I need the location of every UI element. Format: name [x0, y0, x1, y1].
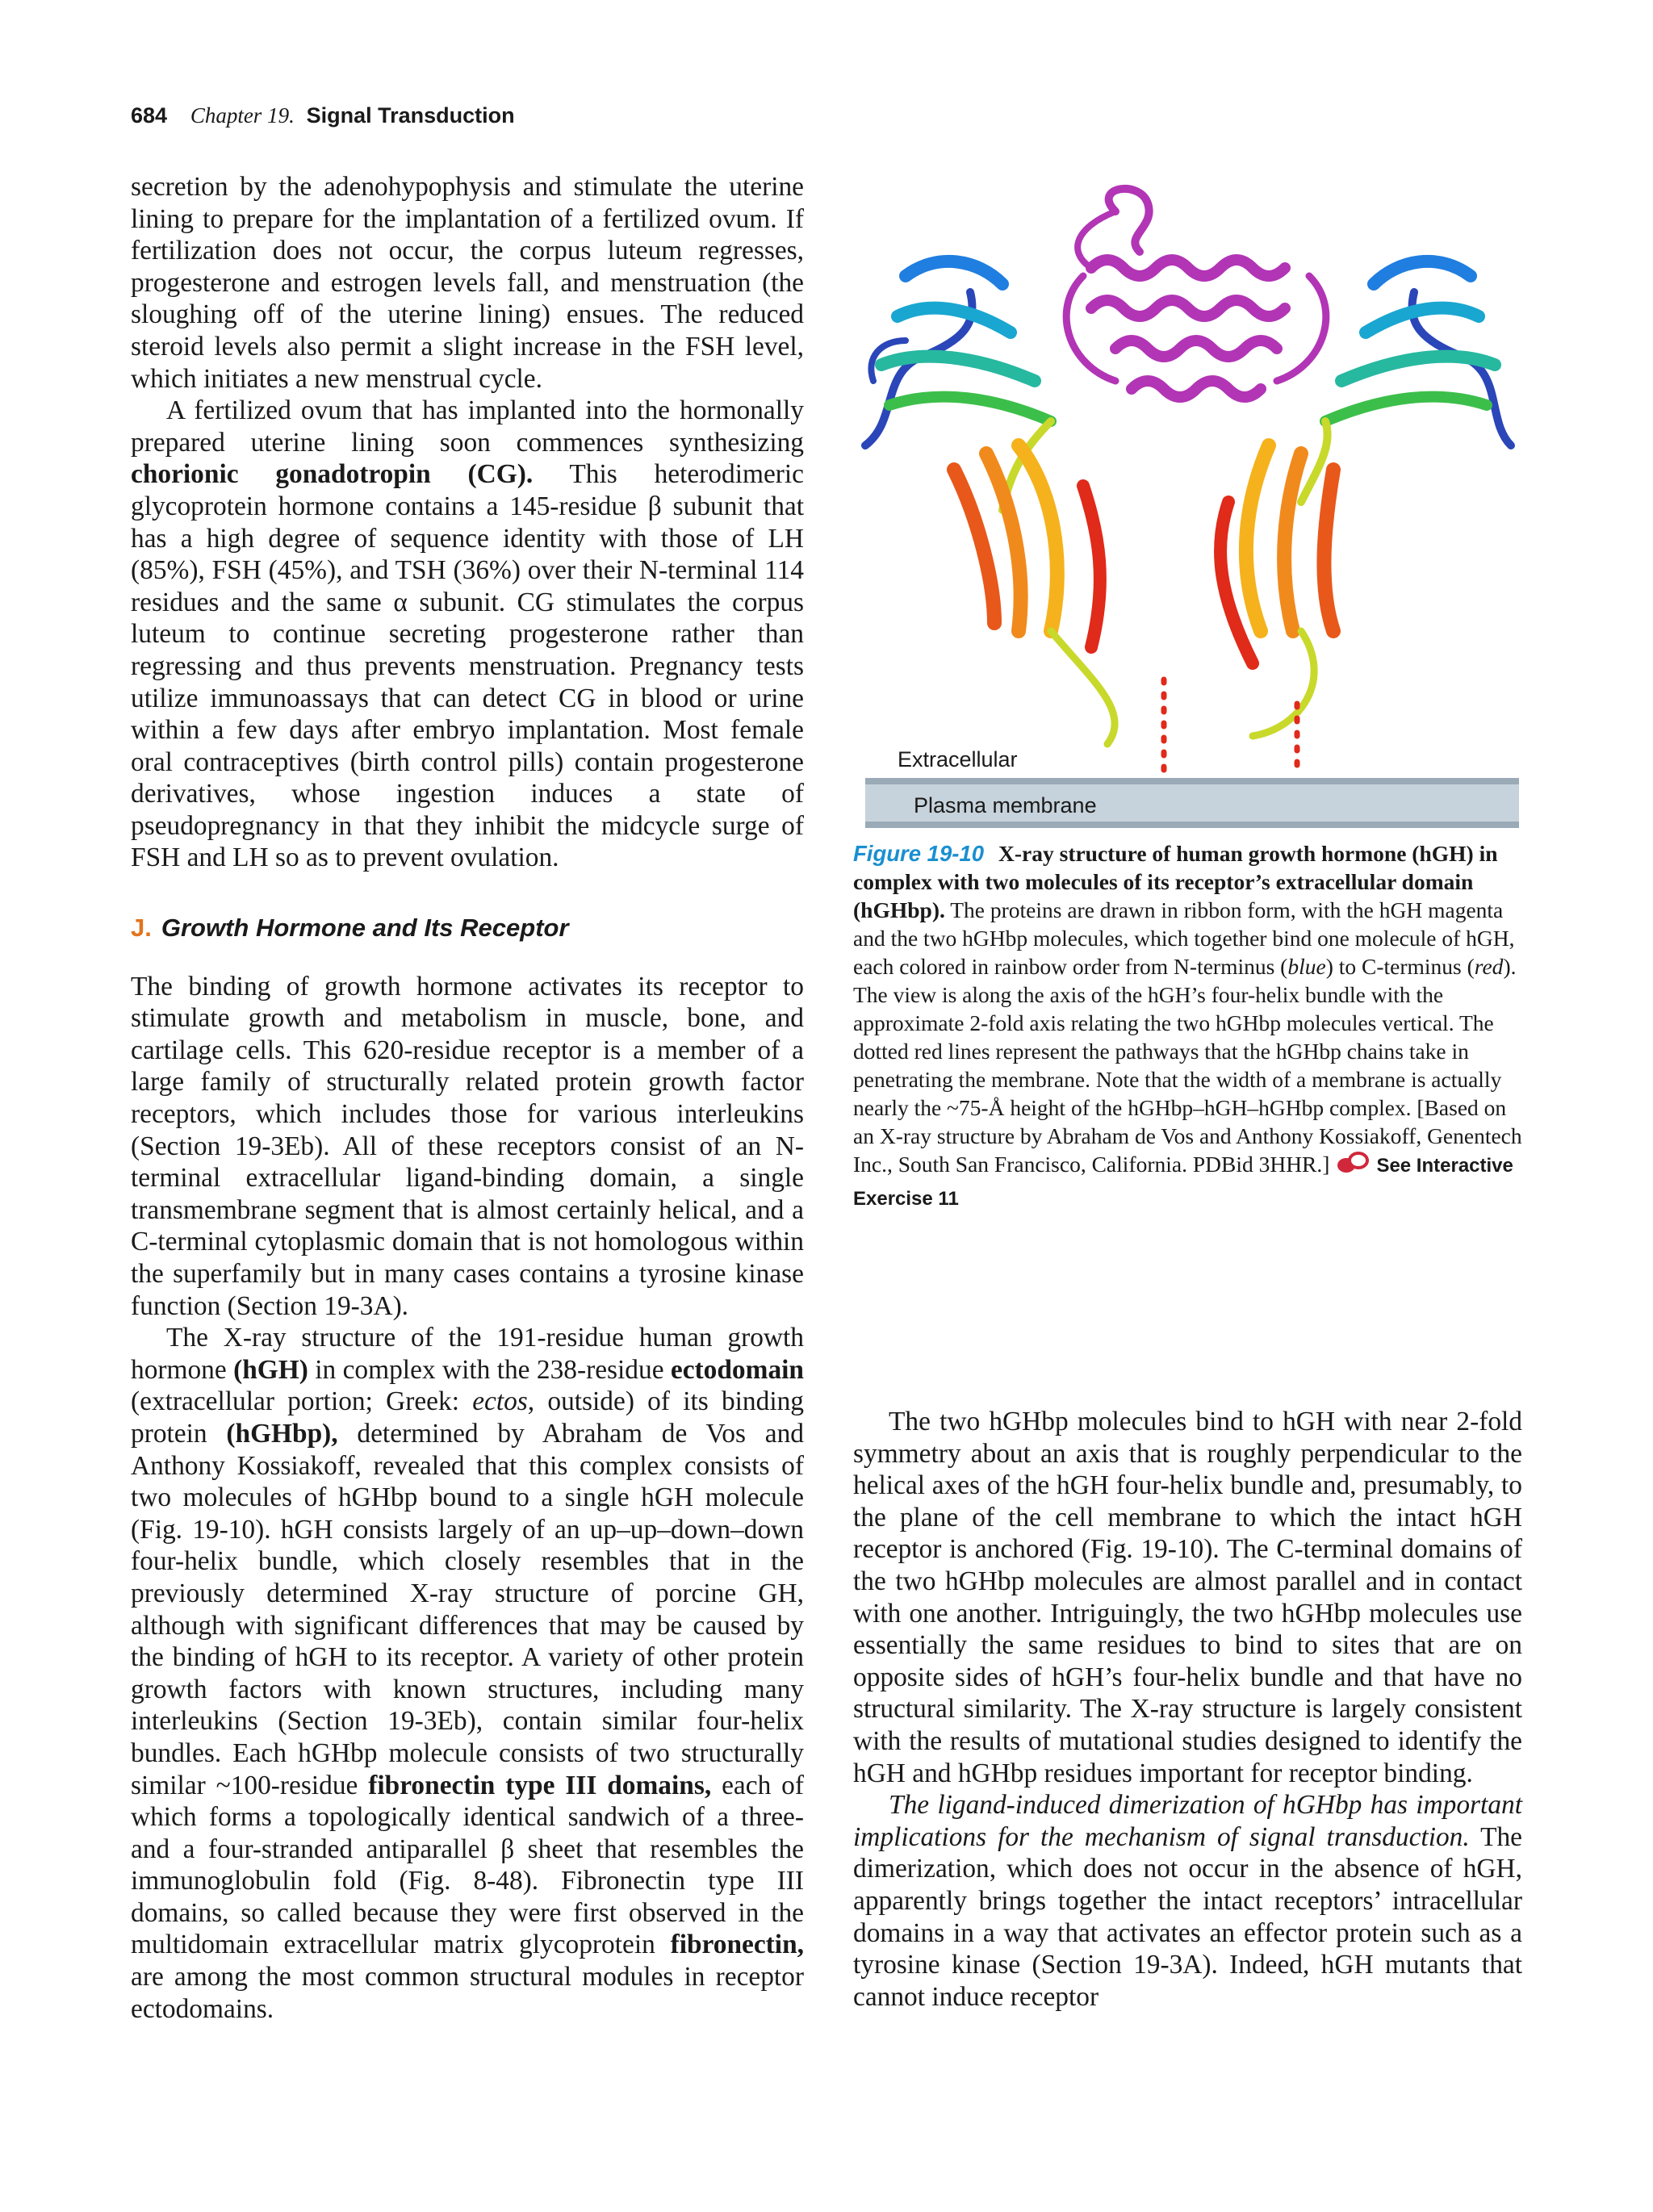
right-column	[853, 1406, 1522, 2013]
paragraph: A fertilized ovum that has implanted into the hormonally prepared uterine lining soon commences synthesizing chorionic gonadotropin (CG). This heterodimeric glycoprotein hormone contains a 145-residue β subunit that has a high degree of sequence identity with those of LH (85%), FSH (45%), and TSH (36%) over their N-terminal 114 residues and the same α subunit. CG stimulates the corpus luteum to continue secreting progesterone rather than regressing and thus prevents menstruation. Pregnancy tests utilize immunoassays that can detect CG in blood or urine within a few days after embryo implantation. Most female oral contraceptives (birth control pills) contain progesterone derivatives, whose ingestion induces a state of pseudopregnancy in that they inhibit the midcycle surge of FSH and LH so as to prevent ovulation.	[131, 395, 804, 873]
hgHbp-left-upper	[865, 261, 1051, 445]
caption-title: X-ray structure of human growth hormone (hGH) in complex with two molecules of its receptor’s extracellular domain (hGHbp).	[853, 841, 1498, 922]
paragraph: The ligand-induced dimerization of hGHbp has important implications for the mechanism of signal transduction. The dimerization, which does not occur in the absence of hGH, apparently brings together the intact receptors’ intracellular domains in a way that activates an effector protein such as a tyrosine kinase (Section 19-3A). Indeed, hGH mutants that cannot induce receptor	[853, 1790, 1523, 2012]
interactive-exercise-icon	[1336, 1151, 1370, 1183]
protein-structure-illustration	[849, 179, 1527, 830]
running-header	[131, 103, 515, 128]
paragraph: The binding of growth hormone activates its receptor to stimulate growth and metabolism in muscle, bone, and cartilage cells. This 620-residue receptor is a member of a large family of structurally related protein growth factor receptors, which includes those for various interleukins (Section 19-3Eb). All of these receptors consist of an N-terminal extracellular ligand-binding domain, a single transmembrane segment that is almost certainly helical, and a C-terminal cytoplasmic domain that is not homologous within the superfamily but in many cases contains a tyrosine kinase function (Section 19-3A).	[131, 971, 804, 1321]
hgh-helix-bundle	[1066, 189, 1326, 397]
section-letter: J.	[131, 914, 152, 943]
page-number: 684	[131, 103, 168, 128]
paragraph: The X-ray structure of the 191-residue human growth hormone (hGH) in complex with the 238-residue ectodomain (extracellular portion; Greek: ectos, outside) of its binding protein (hGHbp), determined by Abraham de Vos and Anthony Kossiakoff, revealed that this complex consists of two molecules of hGHbp bound to a single hGH molecule (Fig. 19-10). hGH consists largely of an up–up–down–down four-helix bundle, which closely resembles that in the previously determined X-ray structure of porcine GH, although with significant differences that may be caused by the binding of hGH to its receptor. A variety of other protein growth factors with known structures, including many interleukins (Section 19-3Eb), contain similar four-helix bundles. Each hGHbp molecule consists of two structurally similar ~100-residue fibronectin type III domains, each of which forms a topologically identical sandwich of a three- and a four-stranded antiparallel β sheet that resembles the immunoglobulin fold (Fig. 8-48). Fibronectin type III domains, so called because they were first observed in the multidomain extracellular matrix glycoprotein fibronectin, are among the most common structural modules in receptor ectodomains.	[131, 1323, 804, 2024]
chapter-title: Signal Transduction	[306, 103, 515, 128]
figure-19-10	[849, 179, 1527, 830]
label-plasma-membrane: Plasma membrane	[914, 793, 1097, 817]
section-heading	[131, 912, 804, 944]
hgHbp-right-upper	[1325, 261, 1511, 445]
section-title: Growth Hormone and Its Receptor	[161, 914, 569, 943]
paragraph: secretion by the adenohypophysis and stimulate the uterine lining to prepare for the implantation of a fertilized ovum. If fertilization does not occur, the corpus luteum regresses, progesterone and estrogen levels fall, and menstruation (the sloughing off of the uterine lining) ensues. The reduced steroid levels also permit a slight increase in the FSH level, which initiates a new menstrual cycle.	[131, 172, 804, 394]
see-interactive-exercise-link[interactable]: See Interactive Exercise 11	[853, 1155, 1513, 1210]
label-extracellular: Extracellular	[898, 747, 1018, 771]
term-chorionic-gonadotropin: chorionic gonadotropin (CG).	[131, 459, 534, 490]
hgHbp-left-lower	[954, 421, 1115, 744]
left-column	[131, 171, 804, 2025]
chapter-label: Chapter 19.	[190, 103, 295, 128]
hgHbp-right-lower	[1220, 421, 1333, 736]
figure-label: Figure 19-10	[853, 841, 985, 866]
figure-caption: Figure 19-10 X-ray structure of human growth hormone (hGH) in complex with two molecules of its receptor’s extracellular domain (hGHbp). The proteins are drawn in ribbon form, with the hGH magenta and the two hGHbp molecules, which together bind one molecule of hGH, each colored in rainbow order from N-terminus (blue) to C-terminus (red). The view is along the axis of the hGH’s four-helix bundle with the approximate 2-fold axis relating the two hGHbp molecules vertical. The dotted red lines represent the pathways that the hGHbp chains take in penetrating the membrane. Note that the width of a membrane is actually nearly the ~75-Å height of the hGHbp–hGH–hGHbp complex. [Based on an X-ray structure by Abraham de Vos and Anthony Kossiakoff, Genentech Inc., South San Francisco, California. PDBid 3HHR.] See Interactive Exercise 11	[853, 841, 1522, 1210]
paragraph: The two hGHbp molecules bind to hGH with near 2-fold symmetry about an axis that is roughly perpendicular to the helical axes of the hGH four-helix bundle and, presumably, to the plane of the cell membrane to which the intact hGH receptor is anchored (Fig. 19-10). The C-terminal domains of the two hGHbp molecules are almost parallel and in contact with one another. Intriguingly, the two hGHbp molecules use essentially the same residues to bind to sites that are on opposite sides of hGH’s four-helix bundle and that have no structural similarity. The X-ray structure is largely consistent with the results of mutational studies designed to identify the hGH and hGHbp residues important for receptor binding.	[853, 1407, 1522, 1788]
